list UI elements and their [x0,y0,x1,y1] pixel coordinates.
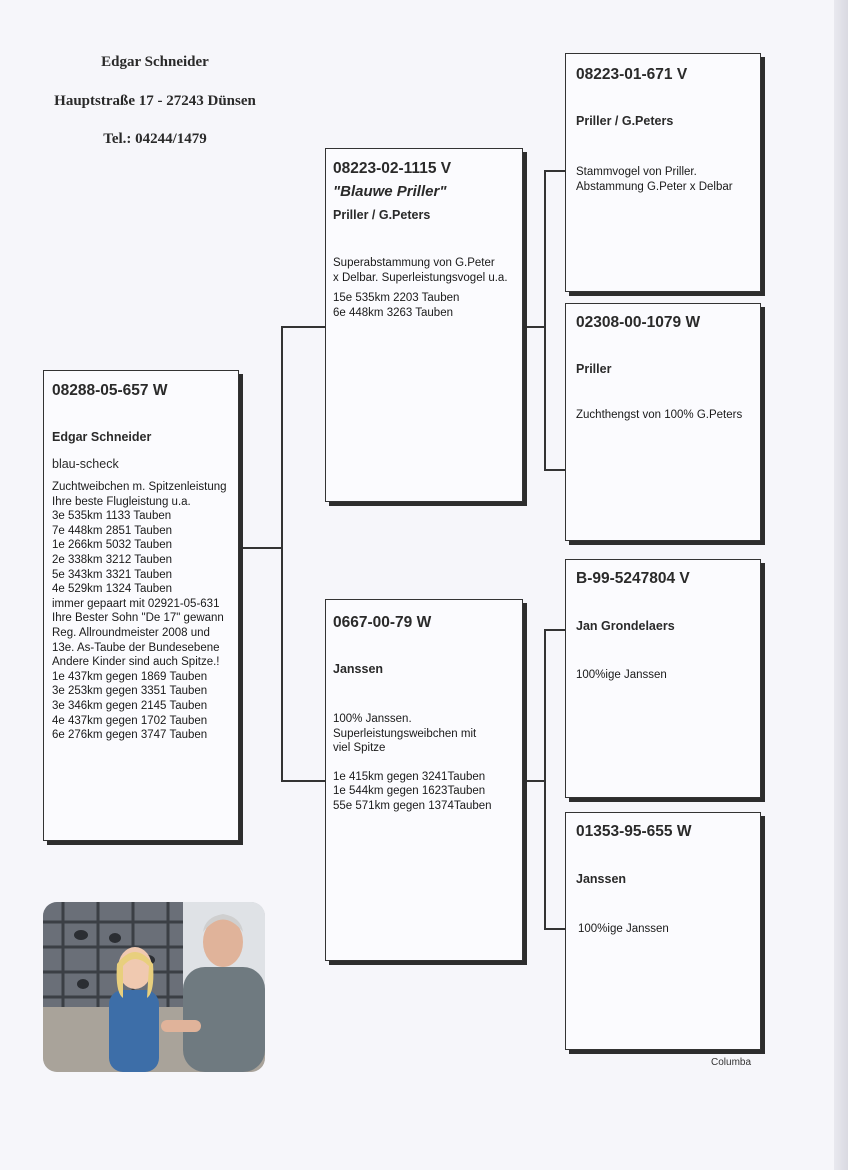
dam-sire-card [565,559,761,798]
sire-dam-card [565,303,761,541]
note-line: 100%ige Janssen [578,923,669,935]
note-line: Abstammung G.Peter x Delbar [576,180,733,193]
sire-owner: Priller / G.Peters [333,208,431,222]
note-line: Reg. Allroundmeister 2008 und [52,626,210,639]
dam-card [325,599,523,961]
connector-to-dam-sire [544,629,565,631]
sire-ring: 08223-02-1115 V [333,160,452,177]
connector-dam-vertical [544,629,546,929]
note-line [333,756,492,770]
note-line: 13e. As-Taube der Bundesebene [52,641,220,654]
note-line: Ihre Bester Sohn "De 17" gewann [52,612,224,625]
note-line: 7e 448km 2851 Tauben [52,524,172,537]
sire-sire-ring: 08223-01-671 V [576,66,688,83]
connector-dam [523,780,545,782]
subject-color: blau-scheck [52,457,119,471]
note-line: x Delbar. Superleistungsvogel u.a. [333,271,508,284]
connector-sire-vertical [544,170,546,470]
dam-sire-owner: Jan Grondelaers [576,619,675,633]
connector-subject-vertical [281,326,283,781]
note-line: viel Spitze [333,742,386,755]
connector-sire [523,326,545,328]
note-line: Stammvogel von Priller. [576,166,697,178]
connector-subject [239,547,282,549]
note-line: 1e 437km gegen 1869 Tauben [52,670,208,683]
note-line: 6e 448km 3263 Tauben [333,306,453,319]
note-line: 100%ige Janssen [576,669,667,681]
sire-dam-notes [576,408,742,423]
connector-to-dam-dam [544,928,565,930]
breeder-photo [43,902,265,1072]
note-line: 5e 343km 3321 Tauben [52,568,172,581]
note-line: 2e 338km 3212 Tauben [52,553,172,566]
note-line: Andere Kinder sind auch Spitze.! [52,656,220,669]
dam-owner: Janssen [333,662,384,676]
subject-owner: Edgar Schneider [52,430,152,444]
note-line: 6e 276km gegen 3747 Tauben [52,729,208,742]
dam-sire-ring: B-99-5247804 V [576,570,690,587]
note-line: Zuchtweibchen m. Spitzenleistung [52,481,227,493]
note-line: 1e 415km gegen 3241Tauben [333,770,486,783]
breeder-phone: Tel.: 04244/1479 [103,131,207,147]
sire-card [325,148,523,502]
note-line: 4e 437km gegen 1702 Tauben [52,714,208,727]
dam-dam-notes [578,922,669,937]
sire-dam-owner: Priller [576,362,612,376]
sire-dam-ring: 02308-00-1079 W [576,314,701,331]
note-line: immer gepaart mit 02921-05-631 [52,597,220,610]
note-line: 3e 535km 1133 Tauben [52,510,172,523]
dam-ring: 0667-00-79 W [333,614,432,631]
connector-to-sire-dam [544,469,565,471]
note-line: Superabstammung von G.Peter [333,257,495,269]
sire-sire-card [565,53,761,292]
dam-dam-ring: 01353-95-655 W [576,823,692,840]
sire-sire-owner: Priller / G.Peters [576,114,674,128]
subject-notes [52,480,227,743]
footer-mark: Columba [711,1057,752,1068]
breeder-address: Hauptstraße 17 - 27243 Dünsen [54,93,256,109]
dam-dam-owner: Janssen [576,872,627,886]
note-line: Ihre beste Flugleistung u.a. [52,495,191,508]
note-line: 4e 529km 1324 Tauben [52,583,172,596]
page-edge [834,0,848,1170]
note-line: 100% Janssen. [333,713,412,725]
sire-sire-notes [576,165,733,194]
note-line: 15e 535km 2203 Tauben [333,292,460,305]
subject-card [43,370,239,841]
subject-ring: 08288-05-657 W [52,382,168,399]
dam-dam-card [565,812,761,1050]
note-line: 55e 571km gegen 1374Tauben [333,799,492,812]
note-line: Zuchthengst von 100% G.Peters [576,409,743,421]
connector-to-sire-sire [544,170,565,172]
connector-to-sire [281,326,325,328]
breeder-name: Edgar Schneider [101,54,209,70]
note-line: 1e 544km gegen 1623Tauben [333,785,486,798]
note-line: 3e 253km gegen 3351 Tauben [52,685,208,698]
note-line: 3e 346km gegen 2145 Tauben [52,699,208,712]
note-line: Superleistungsweibchen mit [333,727,477,740]
connector-to-dam [281,780,325,782]
dam-sire-notes [576,668,667,683]
dam-notes [333,712,492,814]
note-line: 1e 266km 5032 Tauben [52,539,172,552]
sire-nickname: "Blauwe Priller" [333,183,447,200]
sire-notes [333,256,508,320]
